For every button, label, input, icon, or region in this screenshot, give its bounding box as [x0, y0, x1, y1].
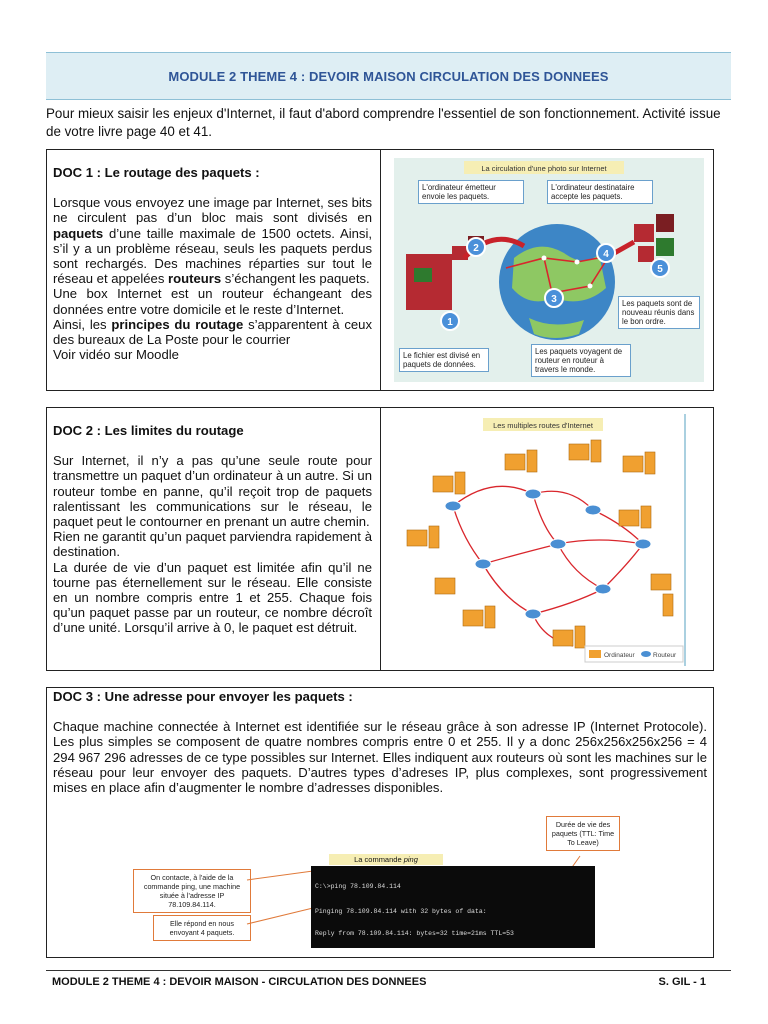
callout-ttl: Durée de vie des paquets (TTL: Time To Leave) [546, 816, 620, 851]
doc3-paragraph-1: Chaque machine connectée à Internet est identifiée sur le réseau grâce à son adresse IP (Internet Protocole). Les plus simples se composent de quatre nombres compris entre 0 et 255. Il y a donc 256x256x256x256 = 4 294 967 296 adresses de ce type possibles sur Internet. Elles indiquent aux routeurs où sont les machines sur le réseau pour leur envoyer des paquets. D’autres types d’adreses IP, plus complexes, sont progressivement mises en place afin d’augmenter le nombre d’adresses disponibles. [53, 719, 707, 796]
step-5-badge [651, 259, 669, 277]
doc1-figure-title: La circulation d'une photo sur Internet [481, 164, 607, 173]
doc1-text [53, 165, 372, 362]
photo-fragment-right [634, 224, 654, 242]
page-title: MODULE 2 THEME 4 : DEVOIR MAISON CIRCULATION DES DONNEES [168, 68, 609, 84]
doc2-figure-title: Les multiples routes d'Internet [493, 421, 593, 430]
doc3-figure [133, 816, 623, 952]
doc2-text [53, 423, 372, 636]
doc3-text [53, 689, 707, 795]
doc1-figure [394, 158, 704, 382]
terminal-line: C:\>ping 78.109.84.114 [315, 883, 401, 890]
doc2-figure [393, 414, 693, 666]
doc1-paragraph-2: Une box Internet est un routeur échangeant des données entre votre domicile et le reste d’Internet. [53, 286, 372, 317]
step-1-badge [441, 312, 459, 330]
label-file: Le fichier est divisé en paquets de données. [399, 348, 489, 372]
ping-title-tag: La commande ping [329, 854, 443, 865]
doc2-paragraph-3: La durée de vie d’un paquet est limitée afin qu’il ne tourne pas éternellement sur le réseau. Elle consiste en un nombre compris entre 1 et 255. Chaque fois qu’un paquet passe par un routeur, ce nombre décroît d’une unité. Lorsqu’il arrive à 0, le paquet est détruit. [53, 559, 372, 636]
doc1-paragraph-4: Voir vidéo sur Moodle [53, 347, 179, 363]
step-2-badge [467, 238, 485, 256]
label-receiver: L'ordinateur destinataire accepte les paquets. [547, 180, 653, 204]
svg-text:3: 3 [551, 294, 557, 305]
terminal-line: Reply from 78.109.84.114: bytes=32 time=21ms TTL=53 [315, 930, 514, 937]
legend-computer: Ordinateur [604, 652, 635, 659]
svg-text:5: 5 [657, 264, 663, 275]
footer-divider [46, 970, 731, 971]
doc3-heading: DOC 3 : Une adresse pour envoyer les paquets : [53, 689, 353, 704]
doc2-paragraph-2: Rien ne garantit qu’un paquet parviendra rapidement à destination. [53, 529, 372, 560]
doc1-paragraph-1: Lorsque vous envoyez une image par Internet, ses bits ne circulent pas d’un bloc mais sont divisés en paquets d’une taille maximale de 1500 octets. Ainsi, s’il y a un problème réseau, seuls les paquets perdus sont rechargés. Des machines réparties sur tout le réseau et appelées routeurs s’échangent les paquets. [53, 195, 372, 287]
doc3-box [46, 687, 714, 958]
terminal-line: Pinging 78.109.84.114 with 32 bytes of data: [315, 907, 487, 915]
terminal-window [311, 866, 595, 948]
step-3-badge [545, 289, 563, 307]
doc2-heading: DOC 2 : Les limites du routage [53, 423, 244, 438]
doc1-paragraph-3: Ainsi, les principes du routage s’apparentent à ceux des bureaux de La Poste pour le courrier [53, 316, 372, 348]
label-sender: L'ordinateur émetteur envoie les paquets. [418, 180, 524, 204]
callout-four-packets: Elle répond en nous envoyant 4 paquets. [153, 915, 251, 941]
svg-text:1: 1 [447, 317, 453, 328]
step-4-badge [597, 244, 615, 262]
svg-text:2: 2 [473, 243, 479, 254]
legend-router: Routeur [653, 652, 677, 659]
page-header-banner [46, 52, 731, 100]
intro-paragraph: Pour mieux saisir les enjeux d'Internet, il faut d'abord comprendre l'essentiel de son fonctionnement. Activité issue de votre livre page 40 et 41. [46, 106, 721, 139]
label-travel: Les paquets voyagent de routeur en routeur à travers le monde. [531, 344, 631, 377]
doc2-paragraph-1: Sur Internet, il n’y a pas qu’une seule route pour transmettre un paquet d’un ordinateur à un autre. Si un routeur tombe en panne, qu’il reçoit trop de paquets ralentissant les communications sur le réseau, le paquet peut le contourner en prenant un autre chemin. [53, 453, 372, 530]
doc2-box [46, 407, 714, 671]
doc1-heading: DOC 1 : Le routage des paquets : [53, 165, 260, 180]
doc1-box [46, 149, 714, 391]
footer-title: MODULE 2 THEME 4 : DEVOIR MAISON - CIRCULATION DES DONNEES [52, 976, 427, 988]
footer-page-number: S. GIL - 1 [658, 976, 706, 988]
svg-text:4: 4 [603, 249, 609, 260]
network-illustration [393, 414, 693, 666]
label-reunited: Les paquets sont de nouveau réunis dans le bon ordre. [618, 296, 700, 329]
callout-ping-target: On contacte, à l'aide de la commande ping, une machine située à l'adresse IP 78.109.84.114. [133, 869, 251, 913]
